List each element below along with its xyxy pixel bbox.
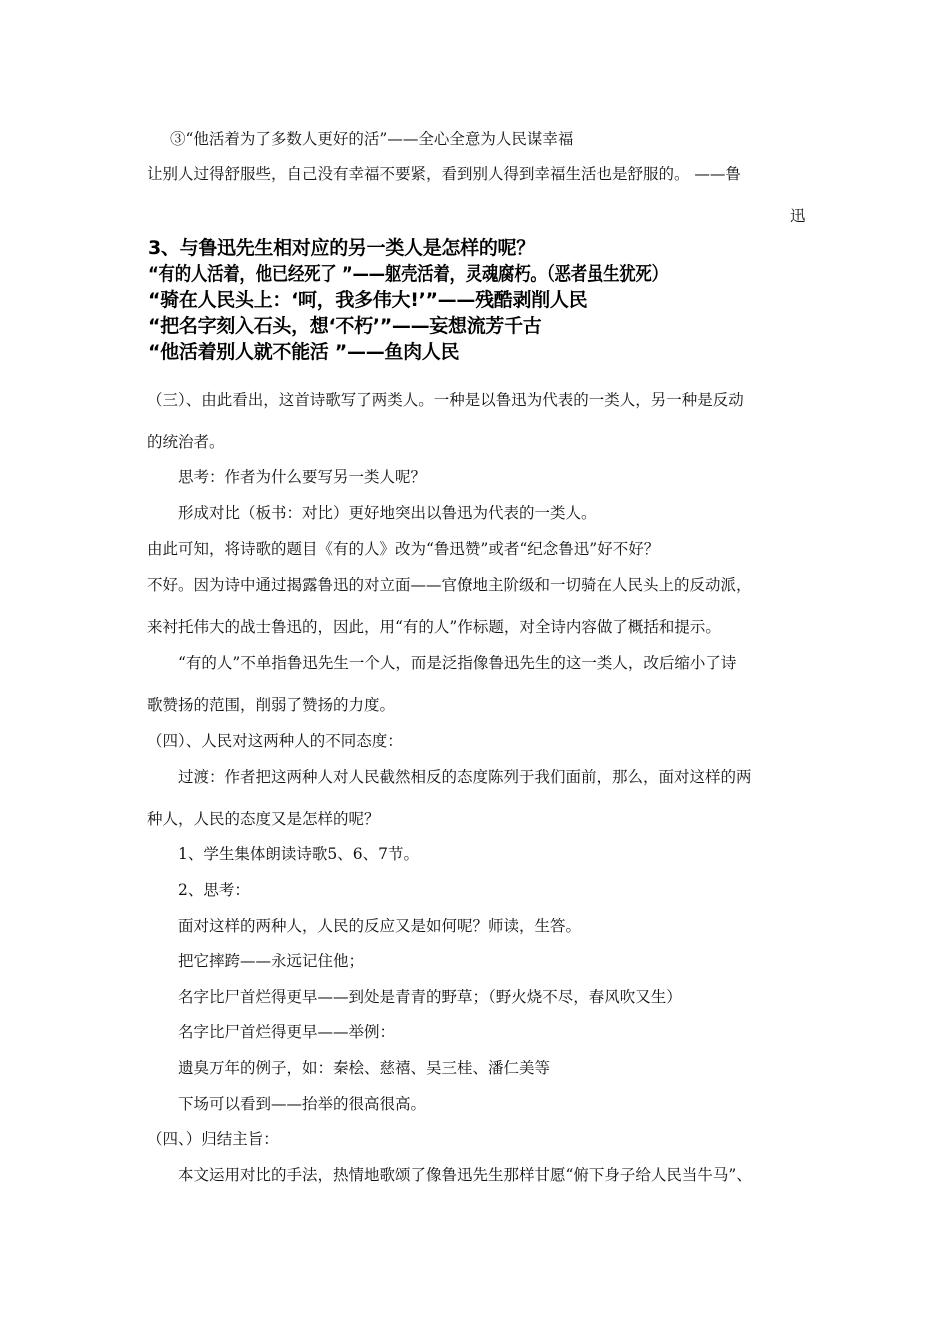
text-line: 名字比尸首烂得更早——到处是青青的野草；（野火烧不尽，春风吹又生） — [178, 988, 682, 1006]
text-line: 过渡：作者把这两种人对人民截然相反的态度陈列于我们面前，那么，面对这样的两 — [178, 768, 752, 786]
section-heading: （四）、人民对这两种人的不同态度： — [147, 732, 403, 750]
text-line: 本文运用对比的手法，热情地歌颂了像鲁迅先生那样甘愿“俯下身子给人民当牛马”、 — [178, 1166, 752, 1184]
text-line: 的统治者。 — [147, 433, 225, 451]
text-line: 不好。因为诗中通过揭露鲁迅的对立面——官僚地主阶级和一切骑在人民头上的反动派， — [147, 576, 752, 594]
text-line: 2、思考： — [178, 881, 250, 899]
text-line: 遗臭万年的例子，如：秦桧、慈禧、吴三桂、潘仁美等 — [178, 1059, 551, 1077]
text-line: 由此可知，将诗歌的题目《有的人》改为“鲁迅赞”或者“纪念鲁迅”好不好？ — [147, 540, 660, 558]
text-line: 面对这样的两种人，人民的反应又是如何呢？师读，生答。 — [178, 917, 582, 935]
text-line: 把它摔跨——永远记住他； — [178, 952, 365, 970]
text-line: 下场可以看到——抬举的很高很高。 — [178, 1095, 427, 1113]
text-line: ③“他活着为了多数人更好的活”——全心全意为人民谋幸福 — [170, 130, 574, 148]
section-heading: （三）、由此看出，这首诗歌写了两类人。一种是以鲁迅为代表的一类人，另一种是反动 — [147, 391, 744, 409]
embedded-text-image — [148, 232, 668, 364]
text-line: “有的人”不单指鲁迅先生一个人，而是泛指像鲁迅先生的这一类人，改后缩小了诗 — [178, 654, 737, 672]
text-line: 歌赞扬的范围，削弱了赞扬的力度。 — [147, 696, 396, 714]
picture-line: 3、与鲁迅先生相对应的另一类人是怎样的呢？ — [148, 237, 535, 259]
picture-line: “把名字刻入石头，想‘不朽’”——妄想流芳千古 — [148, 315, 542, 337]
text-line: 形成对比（板书：对比）更好地突出以鲁迅为代表的一类人。 — [178, 504, 597, 522]
text-line: 让别人过得舒服些，自己没有幸福不要紧，看到别人得到幸福生活也是舒服的。 ——鲁 — [147, 165, 741, 183]
text-line: 种人，人民的态度又是怎样的呢？ — [147, 810, 380, 828]
section-heading: （四、）归结主旨： — [147, 1130, 279, 1148]
text-line: 来衬托伟大的战士鲁迅的，因此，用“有的人”作标题，对全诗内容做了概括和提示。 — [147, 618, 721, 636]
text-line: 1、学生集体朗读诗歌5、6、7节。 — [178, 845, 419, 863]
picture-line: “他活着别人就不能活 ”——鱼肉人民 — [148, 341, 460, 363]
text-line: 迅 — [790, 207, 806, 225]
picture-line: “骑在人民头上：‘呵，我多伟大!’”——残酷剥削人民 — [148, 289, 588, 311]
text-line: 思考：作者为什么要写另一类人呢？ — [178, 468, 427, 486]
text-line: 名字比尸首烂得更早——举例： — [178, 1023, 396, 1041]
picture-line: “有的人活着，他已经死了 ”——躯壳活着，灵魂腐朽。（恶者虽生犹死） — [148, 263, 668, 285]
